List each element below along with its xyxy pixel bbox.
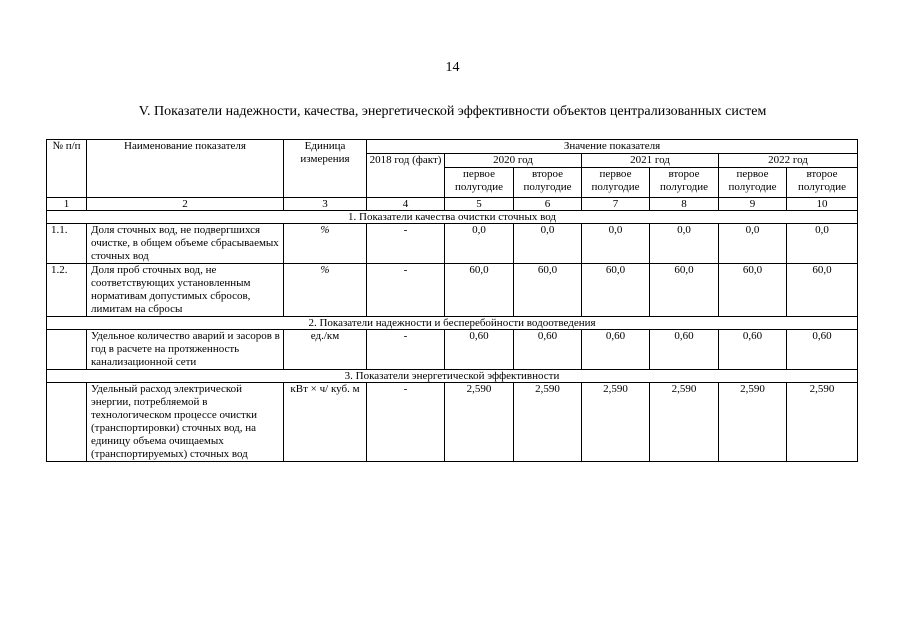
header-name: Наименование показателя — [87, 140, 284, 198]
section-title-cell: 3. Показатели энергетической эффективности — [47, 370, 858, 383]
header-h1: первое полугодие — [719, 168, 787, 198]
table-row — [47, 224, 858, 264]
section-header-row — [47, 211, 858, 224]
header-2018: 2018 год (факт) — [367, 154, 445, 198]
value-cell: 0,60 — [650, 330, 719, 370]
row-number: 1.1. — [47, 224, 87, 264]
value-cell: 2,590 — [514, 383, 582, 462]
value-cell: 60,0 — [445, 264, 514, 317]
indicators-table — [46, 139, 858, 462]
section-title: V. Показатели надежности, качества, энергетической эффективности объектов централизованных систем — [138, 104, 767, 119]
column-number: 5 — [445, 198, 514, 211]
header-2020: 2020 год — [445, 154, 582, 168]
table-row — [47, 264, 858, 317]
fact-2018: - — [367, 330, 445, 370]
unit: % — [284, 264, 367, 317]
value-cell: 0,60 — [445, 330, 514, 370]
column-number: 8 — [650, 198, 719, 211]
header-2022: 2022 год — [719, 154, 858, 168]
header-num: № п/п — [47, 140, 87, 198]
table-row — [47, 330, 858, 370]
header-2021: 2021 год — [582, 154, 719, 168]
value-cell: 2,590 — [445, 383, 514, 462]
header-unit: Единица измерения — [284, 140, 367, 198]
column-number: 4 — [367, 198, 445, 211]
header-h1: первое полугодие — [445, 168, 514, 198]
row-number: 1.2. — [47, 264, 87, 317]
value-cell: 0,0 — [719, 224, 787, 264]
header-h2: второе полугодие — [787, 168, 858, 198]
value-cell: 0,0 — [650, 224, 719, 264]
section-title-cell: 2. Показатели надежности и бесперебойности водоотведения — [47, 317, 858, 330]
section-header-row — [47, 317, 858, 330]
row-number — [47, 330, 87, 370]
indicator-name: Удельное количество аварий и засоров в год в расчете на протяженность канализационной сети — [87, 330, 284, 370]
value-cell: 60,0 — [650, 264, 719, 317]
value-cell: 60,0 — [514, 264, 582, 317]
value-cell: 2,590 — [787, 383, 858, 462]
value-cell: 0,0 — [787, 224, 858, 264]
value-cell: 60,0 — [719, 264, 787, 317]
value-cell: 2,590 — [650, 383, 719, 462]
column-number: 6 — [514, 198, 582, 211]
value-cell: 0,60 — [719, 330, 787, 370]
value-cell: 0,60 — [582, 330, 650, 370]
column-number: 7 — [582, 198, 650, 211]
page-number: 14 — [445, 60, 460, 75]
header-h2: второе полугодие — [514, 168, 582, 198]
header-h2: второе полугодие — [650, 168, 719, 198]
header-value: Значение показателя — [367, 140, 858, 154]
fact-2018: - — [367, 264, 445, 317]
value-cell: 60,0 — [582, 264, 650, 317]
fact-2018: - — [367, 383, 445, 462]
value-cell: 0,0 — [514, 224, 582, 264]
column-number: 1 — [47, 198, 87, 211]
unit: кВт × ч/ куб. м — [284, 383, 367, 462]
column-number: 10 — [787, 198, 858, 211]
row-number — [47, 383, 87, 462]
value-cell: 0,60 — [514, 330, 582, 370]
value-cell: 60,0 — [787, 264, 858, 317]
indicator-name: Доля проб сточных вод, не соответствующих установленным нормативам допустимых сбросов, лимитам на сбросы — [87, 264, 284, 317]
value-cell: 2,590 — [582, 383, 650, 462]
table-row — [47, 383, 858, 462]
unit: ед./км — [284, 330, 367, 370]
indicator-name: Удельный расход электрической энергии, потребляемой в технологическом процессе очистки (транспортировки) сточных вод, на единицу объема очищаемых (транспортируемых) сточных вод — [87, 383, 284, 462]
section-title-cell: 1. Показатели качества очистки сточных вод — [47, 211, 858, 224]
column-number: 9 — [719, 198, 787, 211]
indicator-name: Доля сточных вод, не подвергшихся очистке, в общем объеме сбрасываемых сточных вод — [87, 224, 284, 264]
value-cell: 2,590 — [719, 383, 787, 462]
column-number: 3 — [284, 198, 367, 211]
column-numbers-row — [47, 198, 858, 211]
value-cell: 0,0 — [582, 224, 650, 264]
section-header-row — [47, 370, 858, 383]
unit: % — [284, 224, 367, 264]
value-cell: 0,0 — [445, 224, 514, 264]
header-h1: первое полугодие — [582, 168, 650, 198]
fact-2018: - — [367, 224, 445, 264]
column-number: 2 — [87, 198, 284, 211]
value-cell: 0,60 — [787, 330, 858, 370]
